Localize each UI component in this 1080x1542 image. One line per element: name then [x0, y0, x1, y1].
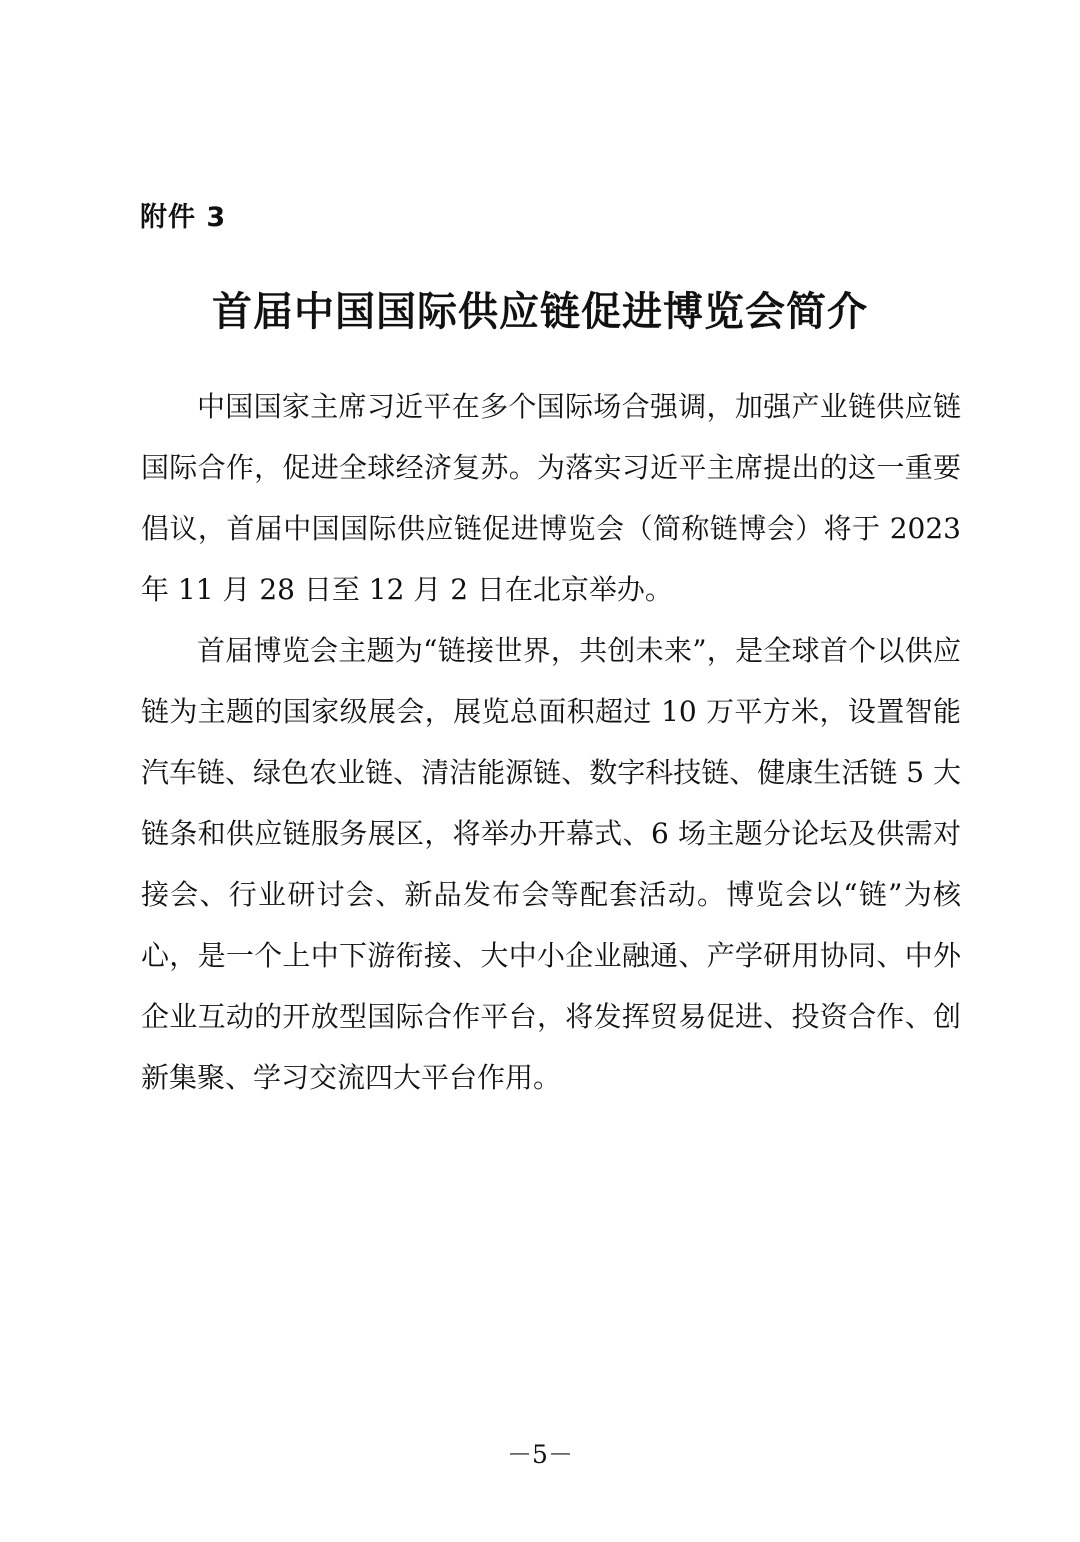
- theme-paragraph: 首届博览会主题为“链接世界，共创未来”，是全球首个以供应链为主题的国家级展会，展览总面积超过 10 万平方米，设置智能汽车链、绿色农业链、清洁能源链、数字科技链、健康生活链 5 大链条和供应链服务展区，将举办开幕式、6 场主题分论坛及供需对接会、行业研讨会、新品发布会等配套活动。博览会以“链”为核心，是一个上中下游衔接、大中小企业融通、产学研用协同、中外企业互动的开放型国际合作平台，将发挥贸易促进、投资合作、创新集聚、学习交流四大平台作用。: [141, 634, 961, 1094]
- document-body: [141, 376, 961, 1108]
- document-title: 首届中国国际供应链促进博览会简介: [212, 288, 868, 335]
- page-number: －5－: [507, 1440, 573, 1469]
- attachment-label: 附件 3: [140, 202, 227, 233]
- intro-paragraph: 中国国家主席习近平在多个国际场合强调，加强产业链供应链国际合作，促进全球经济复苏。为落实习近平主席提出的这一重要倡议，首届中国国际供应链促进博览会（简称链博会）将于 2023 年 11 月 28 日至 12 月 2 日在北京举办。: [141, 390, 961, 606]
